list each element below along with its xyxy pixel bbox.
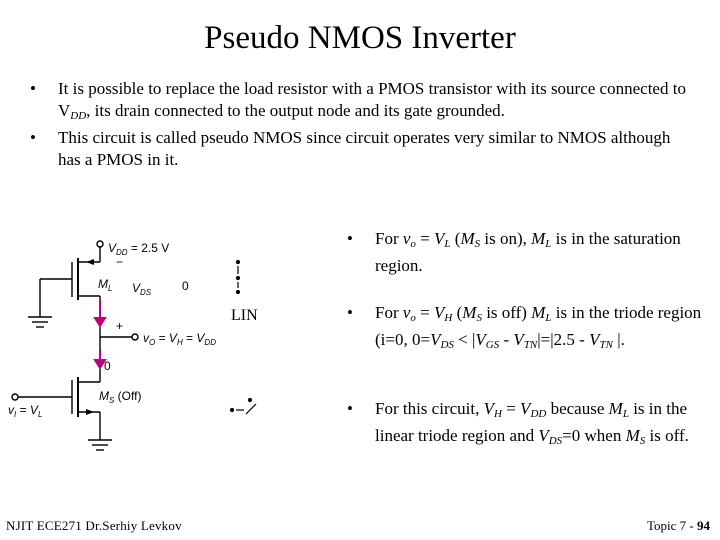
text: is off.	[645, 426, 689, 445]
text: GS	[485, 339, 500, 351]
bullet-text: , its drain connected to the output node and its gate grounded.	[86, 101, 505, 120]
text: =	[415, 303, 435, 322]
text: L	[545, 312, 552, 324]
bullet-item	[30, 78, 690, 127]
zero-mid: 0	[104, 359, 111, 373]
bullet-dot: •	[30, 79, 36, 98]
text: V	[513, 330, 524, 349]
text: L	[545, 238, 552, 250]
text: DS	[548, 435, 563, 447]
text: (	[450, 229, 461, 248]
switch-icon-bottom	[231, 399, 257, 415]
text: (	[452, 303, 463, 322]
text: S	[639, 435, 646, 447]
text: |.	[612, 330, 625, 349]
footer-page-num: 94	[697, 518, 710, 533]
text: M	[460, 229, 475, 248]
text: M	[608, 399, 623, 418]
text: |=|2.5 -	[537, 330, 590, 349]
output-terminal	[132, 334, 138, 340]
right-bullet-2	[347, 302, 707, 356]
pseudo-nmos-circuit-diagram	[0, 222, 300, 472]
text: o	[410, 312, 416, 324]
text: S	[476, 312, 482, 324]
text: V	[538, 426, 549, 445]
text: because	[546, 399, 609, 418]
text: is in the triode region (i=0, 0=	[375, 303, 702, 349]
text: L	[622, 408, 629, 420]
text: DS	[440, 339, 454, 351]
zero-top: 0	[182, 279, 189, 293]
text: For this circuit,	[375, 399, 484, 418]
minus-top: −	[116, 255, 124, 269]
right-bullet-1	[347, 228, 707, 277]
text: V	[434, 303, 445, 322]
text: M	[531, 303, 546, 322]
text: o	[410, 238, 416, 250]
slide-title: Pseudo NMOS Inverter	[204, 20, 516, 56]
footer-course-info: NJIT ECE271 Dr.Serhiy Levkov	[6, 518, 182, 533]
vdd-subscript: DD	[70, 110, 87, 122]
bullet-dot: •	[347, 229, 353, 248]
text: M	[625, 426, 640, 445]
switch-icon-top	[237, 261, 240, 294]
text: For	[375, 303, 403, 322]
text: =	[501, 399, 521, 418]
bullet-dot: •	[30, 128, 36, 147]
lin-label: LIN	[231, 307, 258, 324]
bullet-item	[347, 302, 707, 356]
vdd-label: $V_{DD} = 2.5$ V	[108, 241, 170, 257]
right-bullet-3	[347, 398, 707, 452]
text: S	[474, 238, 481, 250]
text: TN	[599, 339, 613, 351]
text: M	[531, 229, 546, 248]
text: v	[402, 303, 411, 322]
footer-topic-label: Topic 7 -	[647, 518, 697, 533]
ms-label: $M_S$ (Off)	[99, 389, 142, 405]
text: V	[520, 399, 531, 418]
text: is in the saturation region.	[375, 229, 681, 275]
vi-label: $v_I = V_L$	[8, 403, 43, 419]
text: < |	[453, 330, 476, 349]
text: =0 when	[562, 426, 626, 445]
text: For	[375, 229, 403, 248]
text: -	[499, 330, 514, 349]
bullet-item	[30, 127, 690, 171]
bullet-dot: •	[347, 399, 353, 418]
text: L	[444, 238, 451, 250]
ml-label: $M_L$	[98, 277, 113, 293]
vdd-terminal	[97, 241, 103, 247]
pmos-source-arrow	[86, 259, 94, 265]
text: v	[402, 229, 411, 248]
text: H	[494, 408, 502, 420]
text: V	[434, 229, 445, 248]
nmos-source-arrow	[86, 409, 94, 415]
text: TN	[523, 339, 538, 351]
text: H	[444, 312, 453, 324]
text: V	[589, 330, 600, 349]
bullet-item	[347, 398, 707, 452]
text: =	[415, 229, 435, 248]
vo-label: $v_O = V_H = V_{DD}$	[143, 331, 216, 347]
footer-page-number	[647, 518, 710, 534]
text: is off)	[481, 303, 532, 322]
bullet-item	[347, 228, 707, 277]
text: is in the linear triode region and	[375, 399, 688, 445]
text: V	[475, 330, 486, 349]
bullet-dot: •	[347, 303, 353, 322]
current-arrowhead-top	[95, 318, 105, 326]
text: V	[430, 330, 441, 349]
text: is on),	[480, 229, 532, 248]
text: V	[483, 399, 494, 418]
plus-mid: +	[116, 319, 124, 333]
bullet-text: It is possible to replace the load resistor with a PMOS transistor with its source connected to V	[58, 79, 686, 120]
input-terminal	[12, 394, 18, 400]
top-bullet-list	[30, 78, 690, 171]
vds-label: $V_{DS}$	[132, 281, 152, 297]
bullet-text: This circuit is called pseudo NMOS since circuit operates very similar to NMOS although has a PMOS in it.	[58, 128, 671, 169]
text: M	[462, 303, 477, 322]
text: DD	[530, 408, 547, 420]
